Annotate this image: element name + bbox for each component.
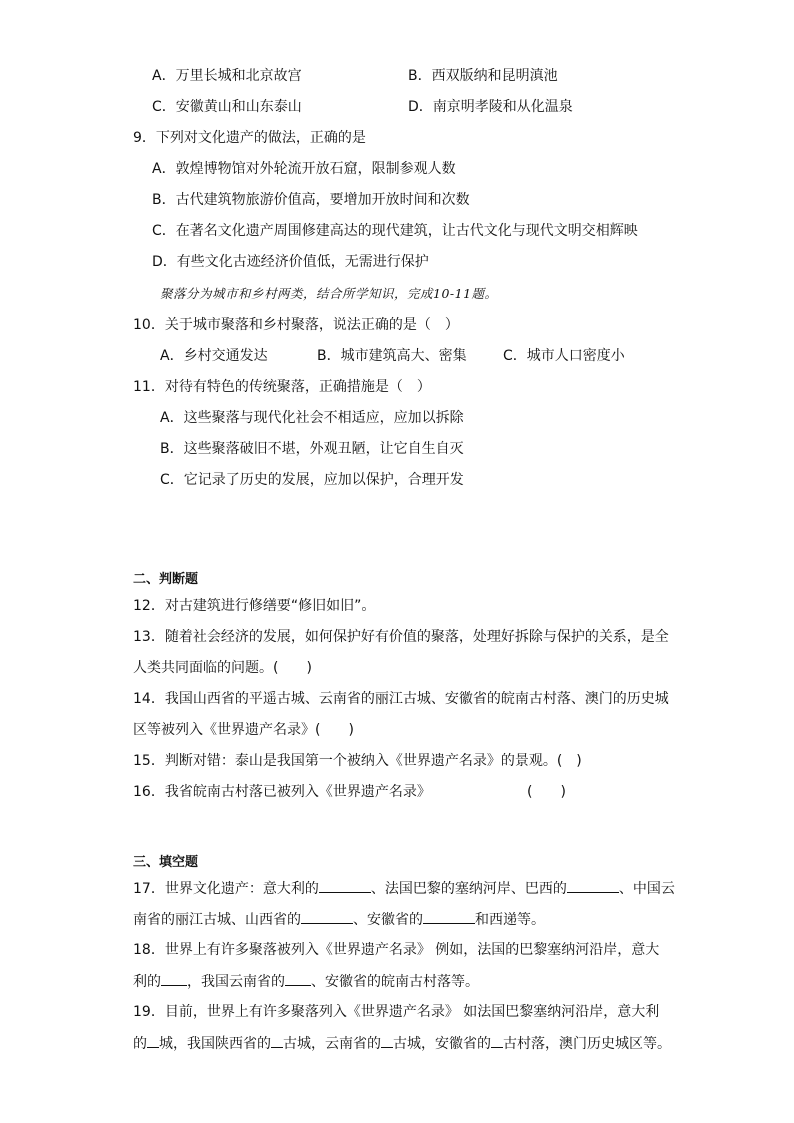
q17-text-b: 、法国巴黎的塞纳河岸、巴西的 [370,881,567,897]
q18-line2 [133,971,479,992]
q18-line1: 18．世界上有许多聚落被列入《世界遗产名录》 例如，法国的巴黎塞纳河沿岸，意大 [133,942,660,958]
q9-stem: 9．下列对文化遗产的做法，正确的是 [133,130,366,146]
q9-option-d: D．有些文化古迹经济价值低，无需进行保护 [152,254,429,270]
q17-text-c: 、中国云 [618,881,675,897]
q19-text-a: 的 [133,1036,147,1052]
q19-line1: 19．目前，世界上有许多聚落列入《世界遗产名录》 如法国巴黎塞纳河沿岸，意大利 [133,1004,660,1020]
q17-line1 [133,878,675,899]
q17-text-e: 、安徽省的 [353,912,423,928]
q8-option-c: C．安徽黄山和山东泰山 [152,99,302,115]
q16-answer-paren: ( ) [527,784,566,800]
q16: 16．我省皖南古村落已被列入《世界遗产名录》 [133,784,431,800]
q19-text-e: 古村落，澳门历史城区等。 [503,1036,671,1052]
q12: 12．对古建筑进行修缮要“修旧如旧”。 [133,598,376,614]
q19-blank-1[interactable] [147,1033,159,1048]
section2-title: 二、判断题 [133,572,199,587]
q11-option-a: A．这些聚落与现代化社会不相适应，应加以拆除 [160,410,464,426]
q10-option-c: C．城市人口密度小 [503,348,625,364]
q11-option-b: B．这些聚落破旧不堪，外观丑陋，让它自生自灭 [160,441,464,457]
q18-blank-1[interactable] [161,971,187,986]
q10-option-a: A．乡村交通发达 [160,348,268,364]
q19-text-c: 古城，云南省的 [283,1036,381,1052]
q19-blank-2[interactable] [271,1033,283,1048]
q17-line2 [133,909,545,930]
q11-option-c: C．它记录了历史的发展，应加以保护，合理开发 [160,472,464,488]
q18-text-a: 利的 [133,974,161,990]
q19-text-d: 古城，安徽省的 [393,1036,491,1052]
q14-line1: 14．我国山西省的平遥古城、云南省的丽江古城、安徽省的皖南古村落、澳门的历史城 [133,691,669,707]
q17-text-f: 和西递等。 [475,912,545,928]
section3-title: 三、填空题 [133,855,199,870]
q13-line2: 人类共同面临的问题。( ) [133,660,312,676]
q9-option-b: B．古代建筑物旅游价值高，要增加开放时间和次数 [152,192,470,208]
q17-blank-1[interactable] [319,878,371,893]
q17-blank-3[interactable] [301,909,353,924]
group-note: 聚落分为城市和乡村两类，结合所学知识，完成10-11题。 [160,286,498,301]
q10-stem: 10．关于城市聚落和乡村聚落，说法正确的是（ ） [133,317,459,333]
q19-blank-3[interactable] [381,1033,393,1048]
q17-text-a: 17．世界文化遗产：意大利的 [133,881,319,897]
q17-text-d: 南省的丽江古城、山西省的 [133,912,301,928]
q17-blank-4[interactable] [423,909,475,924]
q10-option-b: B．城市建筑高大、密集 [317,348,467,364]
q19-text-b: 城，我国陕西省的 [159,1036,271,1052]
q8-option-d: D．南京明孝陵和从化温泉 [408,99,573,115]
q18-blank-2[interactable] [285,971,311,986]
q17-blank-2[interactable] [567,878,619,893]
q14-line2: 区等被列入《世界遗产名录》( ) [133,722,354,738]
q8-option-b: B．西双版纳和昆明滇池 [408,68,558,84]
q15: 15．判断对错：泰山是我国第一个被纳入《世界遗产名录》的景观。( ) [133,753,582,769]
q19-blank-4[interactable] [491,1033,503,1048]
q9-option-a: A．敦煌博物馆对外轮流开放石窟，限制参观人数 [152,161,456,177]
q19-line2 [133,1033,671,1054]
q8-option-a: A．万里长城和北京故宫 [152,68,302,84]
q18-text-c: 、安徽省的皖南古村落等。 [311,974,479,990]
q18-text-b: ，我国云南省的 [187,974,285,990]
q13-line1: 13．随着社会经济的发展，如何保护好有价值的聚落，处理好拆除与保护的关系，是全 [133,629,669,645]
q11-stem: 11．对待有特色的传统聚落，正确措施是（ ） [133,379,431,395]
q9-option-c: C．在著名文化遗产周围修建高达的现代建筑，让古代文化与现代文明交相辉映 [152,223,638,239]
